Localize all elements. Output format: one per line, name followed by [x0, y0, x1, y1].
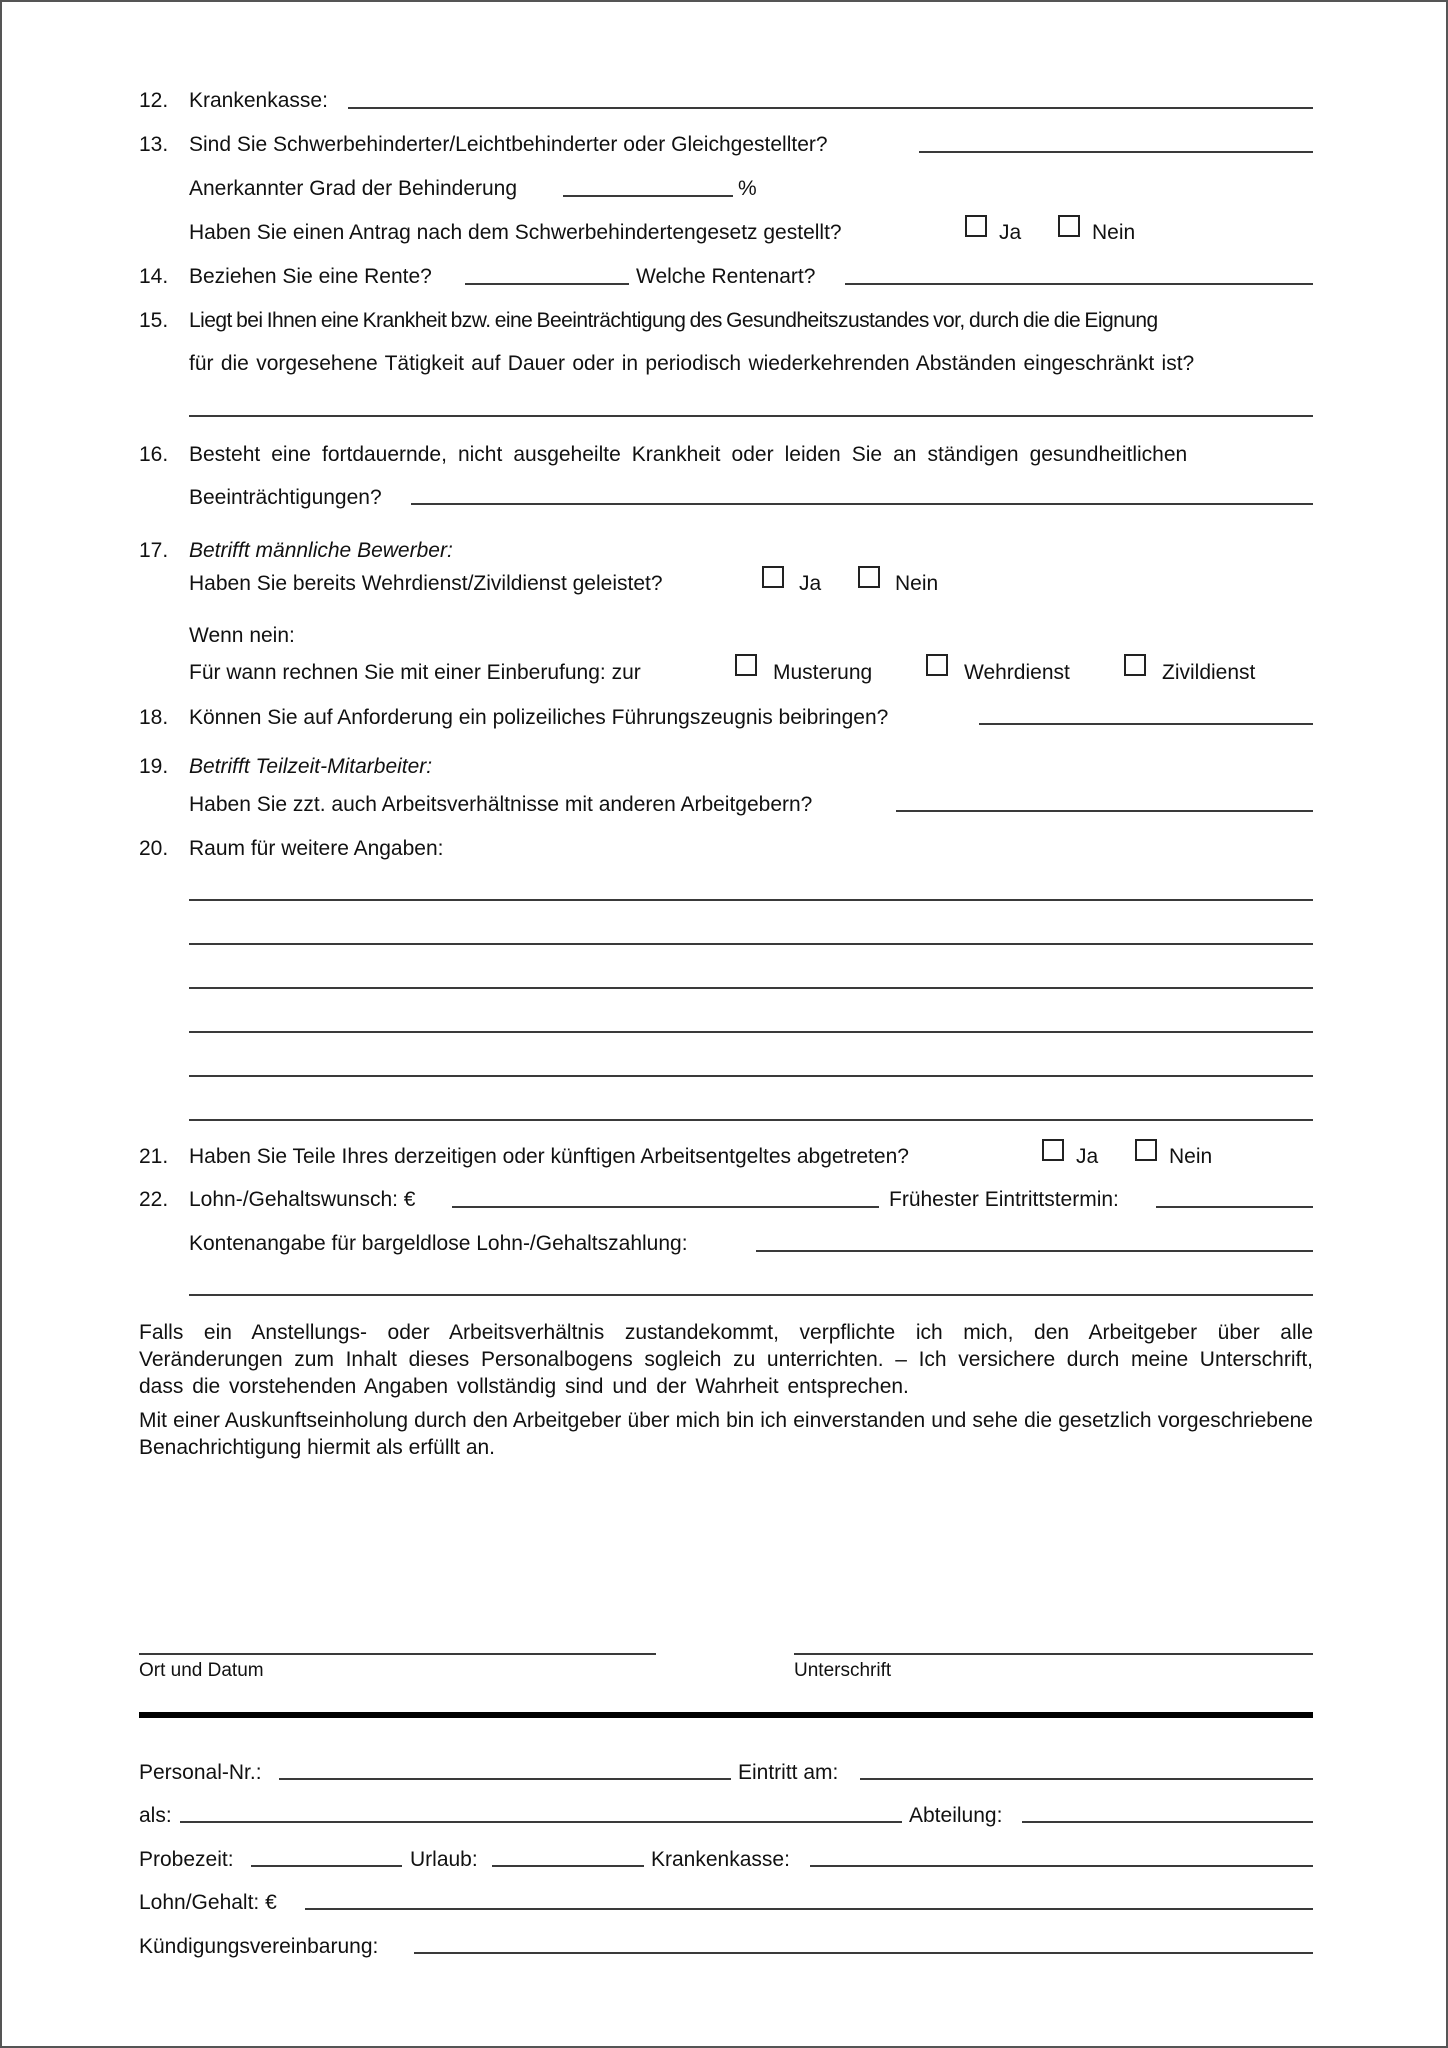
q17-heading: Betrifft männliche Bewerber:	[189, 539, 453, 562]
salary-label: Lohn/Gehalt: €	[139, 1891, 277, 1914]
q17-wehrdienst-label: Wehrdienst	[964, 661, 1070, 684]
q16-line1: Besteht eine fortdauernde, nicht ausgeheilte Krankheit oder leiden Sie an ständigen gesundheitlichen	[189, 443, 1188, 466]
salary-field[interactable]	[305, 1908, 1313, 1910]
q18-label: Können Sie auf Anforderung ein polizeiliches Führungszeugnis beibringen?	[189, 706, 889, 729]
place-date-field[interactable]	[139, 1653, 656, 1655]
insurance-field[interactable]	[810, 1865, 1313, 1867]
q22-account-field-2[interactable]	[189, 1294, 1313, 1296]
q15-answer-field[interactable]	[189, 415, 1313, 417]
q20-line-5[interactable]	[189, 1075, 1313, 1077]
q17-musterung-label: Musterung	[773, 661, 873, 684]
q13-status-field[interactable]	[919, 151, 1313, 153]
q14-pension-type-field[interactable]	[845, 283, 1313, 285]
department-field[interactable]	[1022, 1821, 1313, 1823]
q13-ja-checkbox[interactable]	[965, 215, 987, 237]
q20-line-4[interactable]	[189, 1031, 1313, 1033]
insurance-label: Krankenkasse:	[651, 1848, 790, 1871]
q13-application-label: Haben Sie einen Antrag nach dem Schwerbehindertengesetz gestellt?	[189, 221, 842, 244]
q22-number: 22.	[139, 1188, 169, 1211]
q14-pension-field[interactable]	[465, 283, 629, 285]
q17-nein-label: Nein	[895, 572, 939, 595]
place-date-label: Ort und Datum	[139, 1660, 264, 1681]
q17-ja-label: Ja	[799, 572, 822, 595]
q13-nein-checkbox[interactable]	[1058, 215, 1080, 237]
q22-account-label: Kontenangabe für bargeldlose Lohn-/Gehaltszahlung:	[189, 1232, 688, 1255]
q13-ja-label: Ja	[999, 221, 1022, 244]
q21-ja-checkbox[interactable]	[1042, 1139, 1064, 1161]
q16-answer-field[interactable]	[411, 503, 1313, 505]
as-field[interactable]	[180, 1821, 902, 1823]
q17-ja-checkbox[interactable]	[762, 566, 784, 588]
q13-number: 13.	[139, 133, 169, 156]
vacation-label: Urlaub:	[410, 1848, 478, 1871]
q12-label: Krankenkasse:	[189, 89, 328, 112]
personal-nr-field[interactable]	[279, 1778, 731, 1780]
declaration-paragraph-1: Falls ein Anstellungs- oder Arbeitsverhältnis zustandekommt, verpflichte ich mich, den Arbeitgeber über alle Veränderungen zum Inhalt dieses Personalbogens sogleich zu unterrichten. – Ich versichere durch meine Unterschrift, dass die vorstehenden Angaben vollständig sind und der Wahrheit entsprechen.	[139, 1321, 1313, 1398]
q21-nein-checkbox[interactable]	[1135, 1139, 1157, 1161]
q15-line1: Liegt bei Ihnen eine Krankheit bzw. eine Beeinträchtigung des Gesundheitszustandes vor, durch die die Eignung	[189, 309, 1158, 332]
q16-line2: Beeinträchtigungen?	[189, 486, 382, 509]
q12-number: 12.	[139, 89, 169, 112]
vacation-field[interactable]	[492, 1865, 644, 1867]
probation-field[interactable]	[251, 1865, 402, 1867]
q20-line-1[interactable]	[189, 899, 1313, 901]
q13-grade-unit: %	[738, 177, 757, 200]
q20-number: 20.	[139, 837, 169, 860]
q17-number: 17.	[139, 539, 169, 562]
as-label: als:	[139, 1804, 172, 1827]
department-label: Abteilung:	[909, 1804, 1003, 1827]
q14-number: 14.	[139, 265, 169, 288]
entry-date-label: Eintritt am:	[738, 1761, 839, 1784]
q20-label: Raum für weitere Angaben:	[189, 837, 444, 860]
q22-account-field[interactable]	[756, 1250, 1313, 1252]
q17-zivildienst-checkbox[interactable]	[1124, 654, 1146, 676]
personal-nr-label: Personal-Nr.:	[139, 1761, 262, 1784]
q19-number: 19.	[139, 755, 169, 778]
q20-line-2[interactable]	[189, 943, 1313, 945]
q22-salary-field[interactable]	[452, 1206, 879, 1208]
q18-number: 18.	[139, 706, 169, 729]
q17-nein-checkbox[interactable]	[858, 566, 880, 588]
q22-start-label: Frühester Eintrittstermin:	[889, 1188, 1119, 1211]
q17-musterung-checkbox[interactable]	[735, 654, 757, 676]
q22-start-field[interactable]	[1156, 1206, 1313, 1208]
q17-zivildienst-label: Zivildienst	[1162, 661, 1256, 684]
probation-label: Probezeit:	[139, 1848, 234, 1871]
q21-ja-label: Ja	[1076, 1145, 1099, 1168]
q13-label: Sind Sie Schwerbehinderter/Leichtbehinderter oder Gleichgestellter?	[189, 133, 828, 156]
q19-label: Haben Sie zzt. auch Arbeitsverhältnisse mit anderen Arbeitgebern?	[189, 793, 813, 816]
q13-grade-label: Anerkannter Grad der Behinderung	[189, 177, 518, 200]
q13-nein-label: Nein	[1092, 221, 1136, 244]
signature-label: Unterschrift	[794, 1660, 892, 1681]
q20-line-3[interactable]	[189, 987, 1313, 989]
declaration-paragraph-2: Mit einer Auskunftseinholung durch den Arbeitgeber über mich bin ich einverstanden und sehe die gesetzlich vorgeschriebene Benachrichtigung hiermit als erfüllt an.	[139, 1409, 1313, 1459]
q17-label: Haben Sie bereits Wehrdienst/Zivildienst geleistet?	[189, 572, 663, 595]
q14-label: Beziehen Sie eine Rente?	[189, 265, 432, 288]
termination-field[interactable]	[414, 1952, 1313, 1954]
q21-number: 21.	[139, 1145, 169, 1168]
termination-label: Kündigungsvereinbarung:	[139, 1935, 379, 1958]
q13-grade-field[interactable]	[563, 195, 733, 197]
q12-krankenkasse-field[interactable]	[348, 107, 1313, 109]
q22-salary-label: Lohn-/Gehaltswunsch: €	[189, 1188, 416, 1211]
q16-number: 16.	[139, 443, 169, 466]
entry-date-field[interactable]	[860, 1778, 1313, 1780]
q21-label: Haben Sie Teile Ihres derzeitigen oder künftigen Arbeitsentgeltes abgetreten?	[189, 1145, 909, 1168]
q19-heading: Betrifft Teilzeit-Mitarbeiter:	[189, 755, 433, 778]
signature-field[interactable]	[794, 1653, 1313, 1655]
q14-type-label: Welche Rentenart?	[636, 265, 816, 288]
q15-line2: für die vorgesehene Tätigkeit auf Dauer oder in periodisch wiederkehrenden Abständen eingeschränkt ist?	[189, 352, 1195, 375]
q18-answer-field[interactable]	[979, 723, 1313, 725]
q17-if-no-label: Wenn nein:	[189, 624, 295, 647]
q17-wehrdienst-checkbox[interactable]	[926, 654, 948, 676]
q20-line-6[interactable]	[189, 1119, 1313, 1121]
q15-number: 15.	[139, 309, 169, 332]
q19-answer-field[interactable]	[896, 810, 1313, 812]
section-divider	[139, 1712, 1313, 1718]
q17-draft-label: Für wann rechnen Sie mit einer Einberufung: zur	[189, 661, 641, 684]
q21-nein-label: Nein	[1169, 1145, 1213, 1168]
